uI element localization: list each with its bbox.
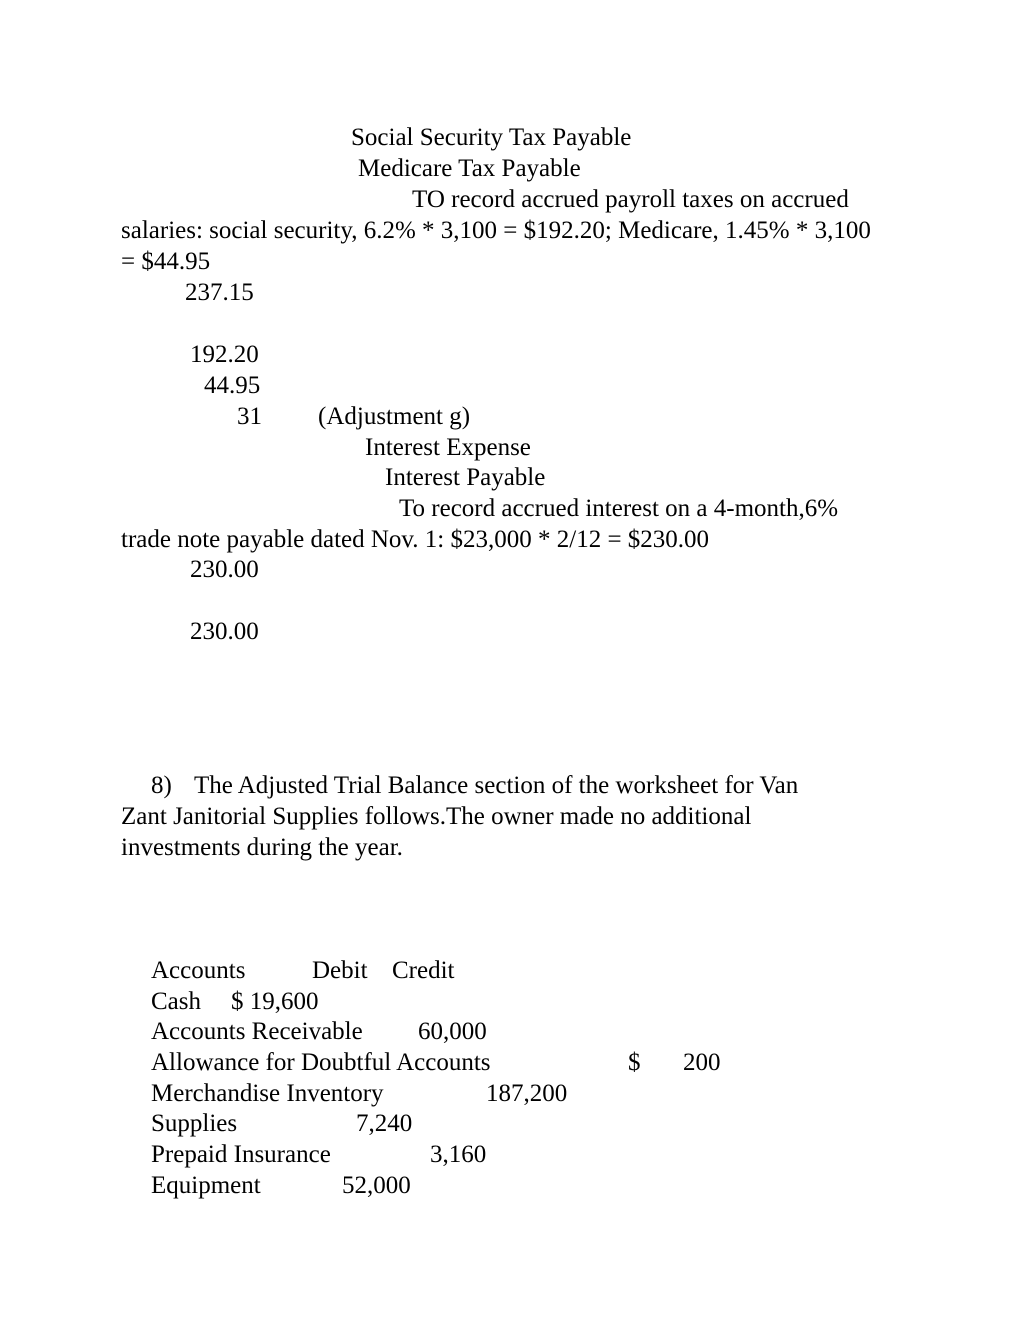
row-credit-allowance: 200	[683, 1049, 721, 1076]
entry-g-date: 31	[237, 403, 262, 430]
entry-g-debit-amount: 230.00	[190, 556, 259, 583]
row-debit-prepaid-insurance: 3,160	[430, 1141, 487, 1168]
entry-f-explanation-rest: salaries: social security, 6.2% * 3,100 = $192.20; Medicare, 1.45% * 3,100 = $44.95	[121, 217, 871, 275]
problem-number: 8)	[151, 772, 172, 799]
row-account-supplies: Supplies	[151, 1110, 238, 1137]
row-debit-equipment: 52,000	[342, 1172, 411, 1199]
row-account-accounts-receivable: Accounts Receivable	[151, 1018, 363, 1045]
account-interest-expense: Interest Expense	[365, 434, 531, 461]
account-interest-payable: Interest Payable	[385, 464, 546, 491]
account-social-security-tax-payable: Social Security Tax Payable	[351, 124, 632, 151]
row-account-merchandise-inventory: Merchandise Inventory	[151, 1080, 384, 1107]
row-credit-symbol-allowance: $	[628, 1049, 641, 1076]
entry-g-label: (Adjustment g)	[318, 403, 471, 430]
row-account-prepaid-insurance: Prepaid Insurance	[151, 1141, 331, 1168]
entry-f-debit-amount: 237.15	[185, 279, 254, 306]
header-credit: Credit	[392, 957, 455, 984]
entry-g-credit-amount: 230.00	[190, 618, 259, 645]
row-debit-accounts-receivable: 60,000	[418, 1018, 487, 1045]
header-accounts: Accounts	[151, 957, 246, 984]
account-medicare-tax-payable: Medicare Tax Payable	[358, 155, 581, 182]
row-debit-cash: $ 19,600	[231, 988, 319, 1015]
entry-f-explanation-first-line: TO record accrued payroll taxes on accrued	[412, 186, 849, 213]
entry-g-explanation-first-line: To record accrued interest on a 4-month,6%	[399, 495, 839, 522]
row-debit-supplies: 7,240	[356, 1110, 413, 1137]
entry-g-explanation-rest: trade note payable dated Nov. 1: $23,000 * 2/12 = $230.00	[121, 526, 710, 553]
header-debit: Debit	[312, 957, 368, 984]
row-account-allowance-doubtful-accounts: Allowance for Doubtful Accounts	[151, 1049, 491, 1076]
row-account-cash: Cash	[151, 988, 201, 1015]
problem-text-rest: Zant Janitorial Supplies follows.The owner made no additional investments during the year.	[121, 803, 752, 861]
row-account-equipment: Equipment	[151, 1172, 261, 1199]
entry-f-credit-amount-social-security: 192.20	[190, 341, 259, 368]
row-debit-merchandise-inventory: 187,200	[486, 1080, 568, 1107]
entry-f-credit-amount-medicare: 44.95	[204, 372, 261, 399]
problem-text-first-line: The Adjusted Trial Balance section of the worksheet for Van	[194, 772, 799, 799]
